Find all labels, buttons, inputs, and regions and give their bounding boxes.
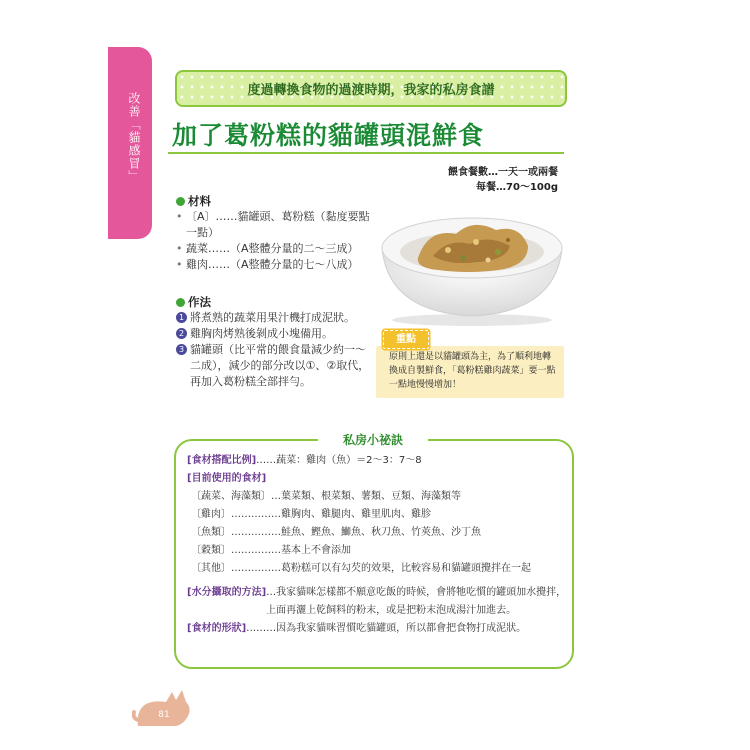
step-text: 雞胸肉烤熟後剝成小塊備用。 — [190, 327, 333, 340]
header-banner-text: 度過轉換食物的過渡時期，我家的私房食譜 — [247, 83, 495, 98]
method-heading-text: 作法 — [188, 295, 211, 309]
method-step — [176, 326, 376, 342]
key-point-tag: 重點 — [383, 330, 429, 349]
servings-info — [420, 165, 558, 195]
food-list: ……………雞胸肉、雞腿肉、雞里肌肉、雞胗 — [231, 509, 431, 520]
bullet-icon — [176, 197, 185, 206]
food-row — [187, 488, 567, 506]
tip-value: …我家貓咪怎樣都不願意吃飯的時候，會將牠吃慣的罐頭加水攪拌，上面再灑上乾飼料的粉末，或是把粉末泡成湯汁加進去。 — [266, 587, 567, 616]
ingredient-text: 雞肉……（A整體分量的七〜八成） — [186, 258, 359, 271]
key-point-text: 原則上還是以貓罐頭為主，為了順利地轉換成自製鮮食，「葛粉糕雞肉蔬菜」要一點一點地慢慢增加！ — [389, 352, 556, 390]
tip-shape — [187, 620, 567, 638]
step-text: 貓罐頭（比平常的餵食量減少約一〜二成），減少的部分改以①、②取代，再加入葛粉糕全部拌勻。 — [190, 343, 370, 388]
servings-amount: 每餐…70〜100g — [476, 182, 558, 193]
tips-title: 私房小祕訣 — [342, 433, 403, 447]
food-list: …葉菜類、根菜類、薯類、豆類、海藻類等 — [271, 491, 461, 502]
step-number-badge: 1 — [176, 312, 187, 323]
tip-current-foods — [187, 470, 567, 488]
food-category: 〔魚類〕 — [191, 527, 231, 538]
ingredients-heading — [176, 193, 376, 209]
food-category: 〔雞肉〕 — [191, 509, 231, 520]
ingredient-item: • 〔A〕……貓罐頭、葛粉糕（黏度要點一點） — [176, 209, 376, 241]
food-row — [187, 542, 567, 560]
servings-frequency: 餵食餐數…一天一或兩餐 — [448, 167, 558, 178]
ingredients-heading-text: 材料 — [188, 194, 211, 208]
tip-value: ………因為我家貓咪習慣吃貓罐頭，所以都會把食物打成泥狀。 — [246, 623, 527, 634]
method-section — [176, 294, 376, 390]
tip-ratio — [187, 452, 567, 470]
tip-label: [食材搭配比例] — [187, 455, 257, 466]
tip-water — [187, 584, 567, 620]
method-step — [176, 342, 376, 390]
ingredients-section — [176, 193, 376, 273]
tip-value: ……蔬菜：雞肉（魚）＝2〜3：7〜8 — [256, 455, 422, 466]
food-row — [187, 560, 567, 578]
step-text: 將煮熟的蔬菜用果汁機打成泥狀。 — [190, 311, 355, 324]
food-category: 〔穀類〕 — [191, 545, 231, 556]
method-heading — [176, 294, 376, 310]
method-step — [176, 310, 376, 326]
step-number-badge: 2 — [176, 328, 187, 339]
tip-label: [水分攝取的方法] — [187, 587, 267, 598]
ingredient-item: • 雞肉……（A整體分量的七〜八成） — [176, 258, 359, 271]
ingredient-item: • 蔬菜……（A整體分量的二〜三成） — [176, 242, 359, 255]
food-list: ……………葛粉糕可以有勾芡的效果，比較容易和貓罐頭攪拌在一起 — [231, 563, 531, 574]
bullet-icon — [176, 298, 185, 307]
tip-label: [目前使用的食材] — [187, 473, 267, 484]
cat-silhouette-icon — [132, 680, 196, 728]
ingredient-text: 蔬菜……（A整體分量的二〜三成） — [186, 242, 359, 255]
food-row — [187, 506, 567, 524]
recipe-title: 加了葛粉糕的貓罐頭混鮮食 — [172, 121, 485, 150]
food-row — [187, 524, 567, 542]
food-category: 〔蔬菜、海藻類〕 — [191, 491, 271, 502]
tips-content — [187, 452, 567, 638]
food-list: ……………基本上不會添加 — [231, 545, 351, 556]
title-divider — [168, 152, 564, 154]
page-number: 81 — [158, 710, 170, 720]
food-bowl-photo — [378, 208, 566, 328]
tip-label: [食材的形狀] — [187, 623, 247, 634]
step-number-badge: 3 — [176, 344, 187, 355]
ingredient-text: 〔A〕……貓罐頭、葛粉糕（黏度要點一點） — [186, 210, 370, 239]
food-list: ……………鮭魚、鰹魚、鰤魚、秋刀魚、竹莢魚、沙丁魚 — [231, 527, 481, 538]
food-category: 〔其他〕 — [191, 563, 231, 574]
chapter-tab-label: 改善「貓感冒」 — [127, 92, 141, 183]
